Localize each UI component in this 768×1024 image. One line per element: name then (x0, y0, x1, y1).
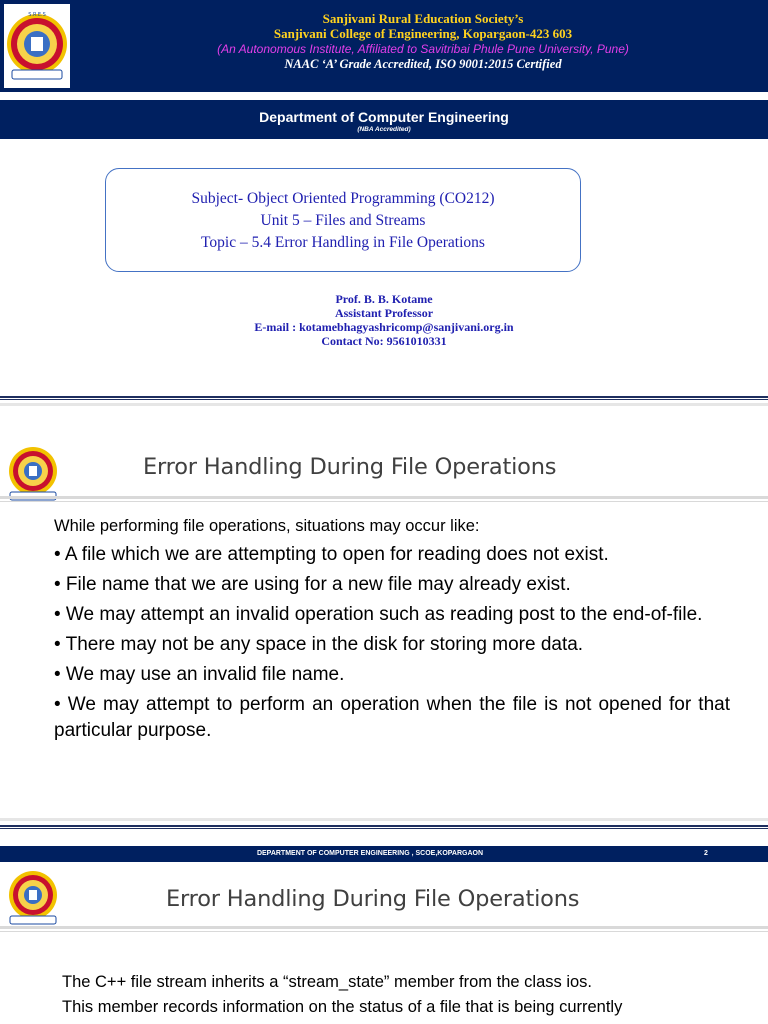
slide-title: Error Handling During File Operations (143, 454, 557, 480)
college-logo-icon (4, 444, 62, 502)
content-slide-1 (0, 406, 768, 818)
header-rule-thin (0, 828, 768, 829)
presenter-info (0, 292, 768, 348)
affiliation-text: (An Autonomous Institute, Affiliated to Savitribai Phule Pune University, Pune) (217, 42, 629, 56)
svg-text:S.R.E.S: S.R.E.S (28, 12, 46, 18)
body-line: This member records information on the status of a file that is being currently (62, 998, 623, 1016)
college-name: Sanjivani College of Engineering, Kopargaon-423 603 (273, 26, 573, 41)
list-item: • We may attempt an invalid operation such as reading post to the end-of-file. (54, 604, 703, 625)
unit-line: Unit 5 – Files and Streams (260, 212, 426, 229)
subject-line: Subject- Object Oriented Programming (CO212) (191, 190, 495, 207)
college-header-banner (0, 0, 768, 92)
page-number: 2 (704, 850, 708, 857)
presenter-name: Prof. B. B. Kotame (335, 292, 433, 306)
header-rule (0, 825, 768, 827)
list-item: • File name that we are using for a new file may already exist. (54, 574, 571, 595)
college-logo-icon (4, 4, 70, 88)
content-slide-2 (0, 822, 768, 1024)
title-underline-thin (0, 501, 768, 502)
slide-body (54, 516, 730, 748)
title-underline-thin (0, 931, 768, 932)
nba-note: (NBA Accredited) (357, 126, 411, 133)
slide-title: Error Handling During File Operations (166, 886, 580, 912)
title-underline (0, 496, 768, 499)
department-name: Department of Computer Engineering (259, 109, 509, 125)
list-item: • We may attempt to perform an operation when the file is not opened for that particular purpose. (54, 694, 730, 741)
department-banner (0, 100, 768, 139)
college-logo-icon (4, 868, 62, 926)
list-item: • There may not be any space in the disk for storing more data. (54, 634, 584, 655)
footer-text: DEPARTMENT OF COMPUTER ENGINEERING , SCOE,KOPARGAON (256, 850, 484, 857)
title-slide (0, 0, 768, 403)
list-item: • A file which we are attempting to open for reading does not exist. (54, 544, 609, 565)
footer-rule (0, 396, 768, 398)
intro-text: While performing file operations, situations may occur like: (54, 517, 480, 535)
presenter-designation: Assistant Professor (334, 306, 434, 320)
accreditation-text: NAAC ‘A’ Grade Accredited, ISO 9001:2015 Certified (284, 57, 562, 71)
slide-body (62, 970, 762, 1020)
slide-separator (0, 818, 768, 821)
presenter-contact: Contact No: 9561010331 (321, 334, 447, 348)
body-line: The C++ file stream inherits a “stream_state” member from the class ios. (62, 973, 593, 991)
footer-rule-thin (0, 399, 768, 400)
department-footer-bar (0, 846, 768, 862)
presenter-email: E-mail : kotamebhagyashricomp@sanjivani.org.in (254, 320, 514, 334)
topic-line: Topic – 5.4 Error Handling in File Operations (201, 234, 485, 251)
list-item: • We may use an invalid file name. (54, 664, 345, 685)
title-underline (0, 926, 768, 929)
society-name: Sanjivani Rural Education Society’s (322, 11, 524, 26)
subject-box (105, 168, 581, 272)
